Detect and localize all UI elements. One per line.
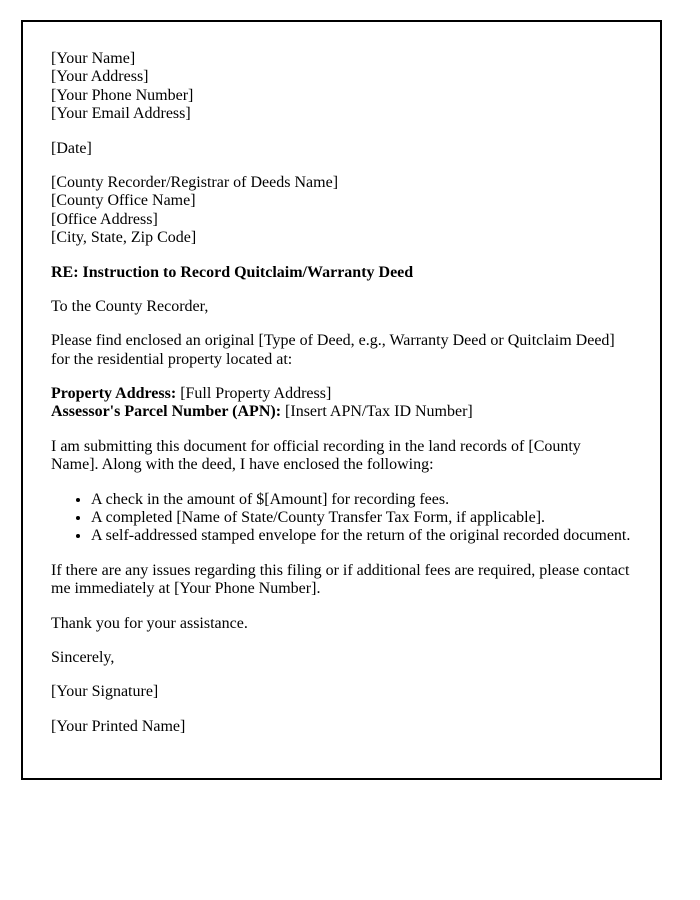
date-line: [Date] [51,139,92,157]
recipient-office-address: [Office Address] [51,210,158,228]
recipient-city-state-zip: [City, State, Zip Code] [51,229,197,247]
enclosure-item-tax-form: • A completed [Name of State/County Transfer Tax Form, if applicable]. [91,509,632,527]
intro-paragraph: Please find enclosed an original [Type of Deed, e.g., Warranty Deed or Quitclaim Deed] for the residential property located at: [51,332,615,368]
sender-block [51,50,632,124]
submission-paragraph: I am submitting this document for official recording in the land records of [County Name]. Along with the deed, I have enclosed the following: [51,437,581,474]
property-address-label: Property Address: [51,385,177,403]
apn-value: [Insert APN/Tax ID Number] [285,403,473,421]
sender-phone: [Your Phone Number] [51,86,194,104]
sender-address: [Your Address] [51,68,149,86]
recipient-block [51,174,632,248]
salutation: To the County Recorder, [51,297,209,315]
closing: Sincerely, [51,648,115,666]
enclosure-item-envelope: • A self-addressed stamped envelope for the return of the original recorded document. [91,527,632,545]
sender-email: [Your Email Address] [51,105,191,123]
sender-name: [Your Name] [51,50,136,67]
subject-line: RE: Instruction to Record Quitclaim/Warranty Deed [51,263,414,281]
apn-label: Assessor's Parcel Number (APN): [51,403,282,421]
property-address-value: [Full Property Address] [180,385,332,403]
thanks-paragraph: Thank you for your assistance. [51,614,248,632]
letter-frame [21,20,662,780]
recipient-office-name: [County Office Name] [51,192,196,210]
signature-placeholder: [Your Signature] [51,683,159,701]
recipient-recorder-name: [County Recorder/Registrar of Deeds Name] [51,173,339,191]
enclosures-list [51,491,632,546]
contact-paragraph: If there are any issues regarding this filing or if additional fees are required, please contact me immediately at [Your Phone Number]. [51,561,630,598]
property-details-block [51,385,632,422]
enclosure-item-check: • A check in the amount of $[Amount] for recording fees. [91,491,632,509]
printed-name-placeholder: [Your Printed Name] [51,717,186,735]
